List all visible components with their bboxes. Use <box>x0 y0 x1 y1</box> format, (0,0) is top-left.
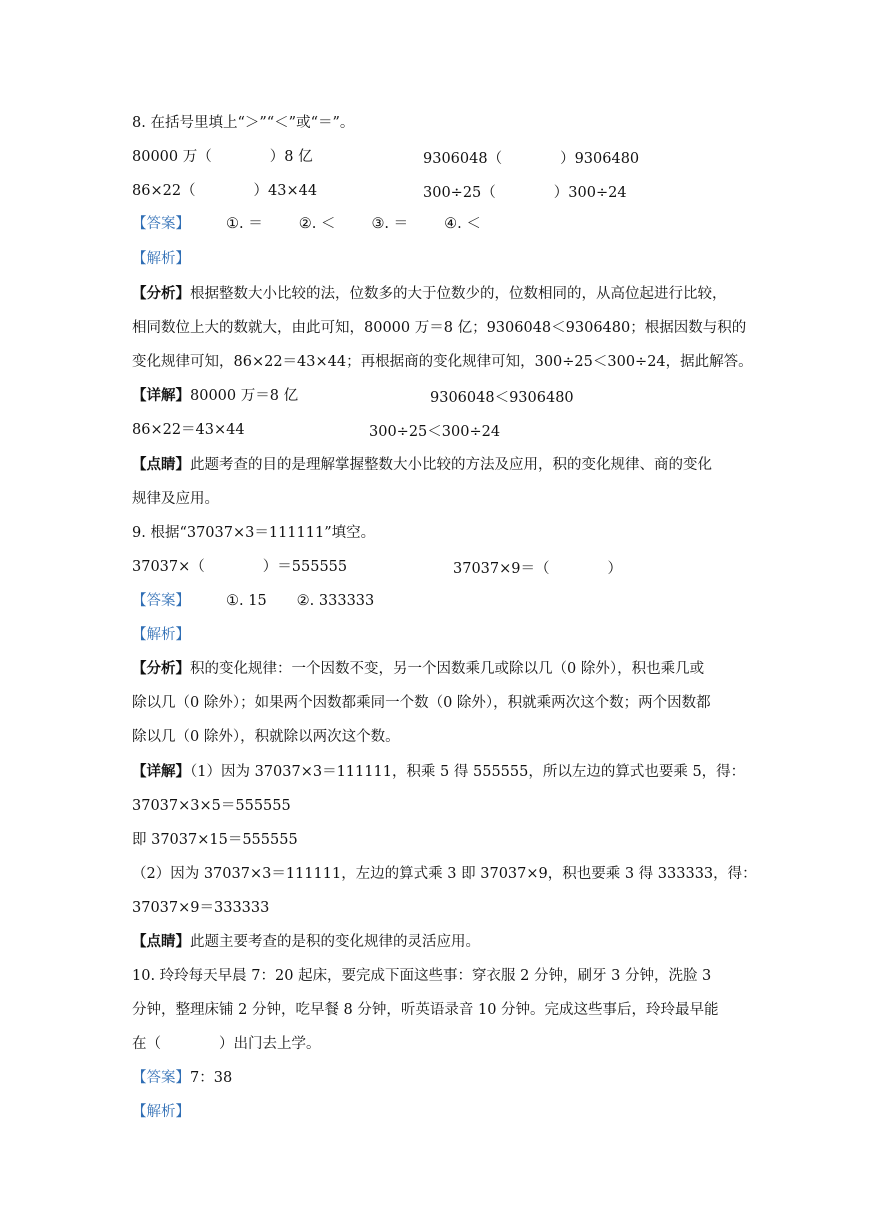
xiangjie-text: （1）因为 37037×3＝111111，积乘 5 得 555555，所以左边的算式也要乘 5，得： <box>190 764 746 780</box>
answer-tag: 【答案】 <box>132 593 190 609</box>
q8-xiangjie-1b: 9306048＜9306480 <box>430 390 574 406</box>
q8-fenxi-line-2: 相同数位上大的数就大，由此可知，80000 万＝8 亿；9306048＜9306480；根据因数与积的 <box>132 320 747 336</box>
q9-row-right: 37037×9＝（ ） <box>453 561 623 577</box>
answer-4: ④. ＜ <box>444 216 481 232</box>
q9-xiangjie-line-5: 37037×9＝333333 <box>132 900 270 916</box>
q8-row1-left: 80000 万（ ）8 亿 <box>132 149 313 165</box>
q8-xiangjie-line-1 <box>132 386 298 406</box>
dianjing-tag: 【点睛】 <box>132 456 190 473</box>
answer-tag: 【答案】 <box>132 1070 190 1086</box>
q8-xiangjie-2b: 300÷25＜300÷24 <box>369 424 501 440</box>
q9-xiangjie-line-4: （2）因为 37037×3＝111111，左边的算式乘 3 即 37037×9，积也要乘 3 得 333333，得： <box>132 866 757 882</box>
q9-xiangjie-line-3: 即 37037×15＝555555 <box>132 832 298 848</box>
answer-value: 7：38 <box>190 1070 233 1086</box>
dianjing-text: 此题主要考查的是积的变化规律的灵活应用。 <box>190 934 480 950</box>
xiangjie-tag: 【详解】 <box>132 763 190 780</box>
xiangjie-text: 80000 万＝8 亿 <box>190 388 299 404</box>
q9-stem: 9. 根据“37037×3＝111111”填空。 <box>132 525 376 541</box>
q10-jiexi-tag: 【解析】 <box>132 1104 190 1120</box>
q9-fenxi-line-2: 除以几（0 除外）；如果两个因数都乘同一个数（0 除外），积就乘两次这个数；两个因数都 <box>132 695 711 711</box>
q8-answer-line <box>132 214 481 234</box>
q8-row1-right: 9306048（ ）9306480 <box>423 151 640 167</box>
q8-stem: 8. 在括号里填上“＞”“＜”或“＝”。 <box>132 115 355 131</box>
answer-1: ①. 15 <box>226 593 267 609</box>
q10-stem-line-2: 分钟，整理床铺 2 分钟，吃早餐 8 分钟，听英语录音 10 分钟。完成这些事后，玲玲最早能 <box>132 1002 719 1018</box>
q9-answer-line <box>132 591 374 611</box>
q9-fenxi-line-3: 除以几（0 除外），积就除以两次这个数。 <box>132 729 400 745</box>
answer-3: ③. ＝ <box>371 216 409 232</box>
q8-fenxi-line-3: 变化规律可知，86×22＝43×44；再根据商的变化规律可知，300÷25＜300÷24，据此解答。 <box>132 354 753 370</box>
q10-answer-line <box>132 1068 232 1088</box>
q8-fenxi-line-1 <box>132 284 727 304</box>
fenxi-tag: 【分析】 <box>132 660 190 677</box>
q10-stem-line-3: 在（ ）出门去上学。 <box>132 1036 321 1052</box>
q9-jiexi-tag: 【解析】 <box>132 627 190 643</box>
q8-dianjing-line-2: 规律及应用。 <box>132 491 219 507</box>
q8-xiangjie-2a: 86×22＝43×44 <box>132 422 245 438</box>
dianjing-text: 此题考查的目的是理解掌握整数大小比较的方法及应用，积的变化规律、商的变化 <box>190 457 712 473</box>
answer-1: ①. ＝ <box>226 216 263 232</box>
q8-row2-right: 300÷25（ ）300÷24 <box>423 185 627 201</box>
q9-xiangjie-line-1 <box>132 762 745 782</box>
fenxi-text: 根据整数大小比较的法，位数多的大于位数少的，位数相同的，从高位起进行比较， <box>190 286 727 302</box>
q9-xiangjie-line-2: 37037×3×5＝555555 <box>132 798 291 814</box>
fenxi-tag: 【分析】 <box>132 285 190 302</box>
xiangjie-tag: 【详解】 <box>132 387 190 404</box>
answer-2: ②. ＜ <box>298 216 336 232</box>
dianjing-tag: 【点睛】 <box>132 933 190 950</box>
q10-stem-line-1: 10. 玲玲每天早晨 7：20 起床，要完成下面这些事：穿衣服 2 分钟，刷牙 3 分钟，洗脸 3 <box>132 968 712 984</box>
q9-fenxi-line-1 <box>132 659 704 679</box>
q9-row-left: 37037×（ ）＝555555 <box>132 559 348 575</box>
answer-tag: 【答案】 <box>132 216 190 232</box>
fenxi-text: 积的变化规律：一个因数不变，另一个因数乘几或除以几（0 除外），积也乘几或 <box>190 661 705 677</box>
answer-2: ②. 333333 <box>296 593 375 609</box>
q8-dianjing-line-1 <box>132 455 712 475</box>
q8-jiexi-tag: 【解析】 <box>132 251 190 267</box>
q9-dianjing-line-1 <box>132 932 480 952</box>
q8-row2-left: 86×22（ ）43×44 <box>132 183 318 199</box>
